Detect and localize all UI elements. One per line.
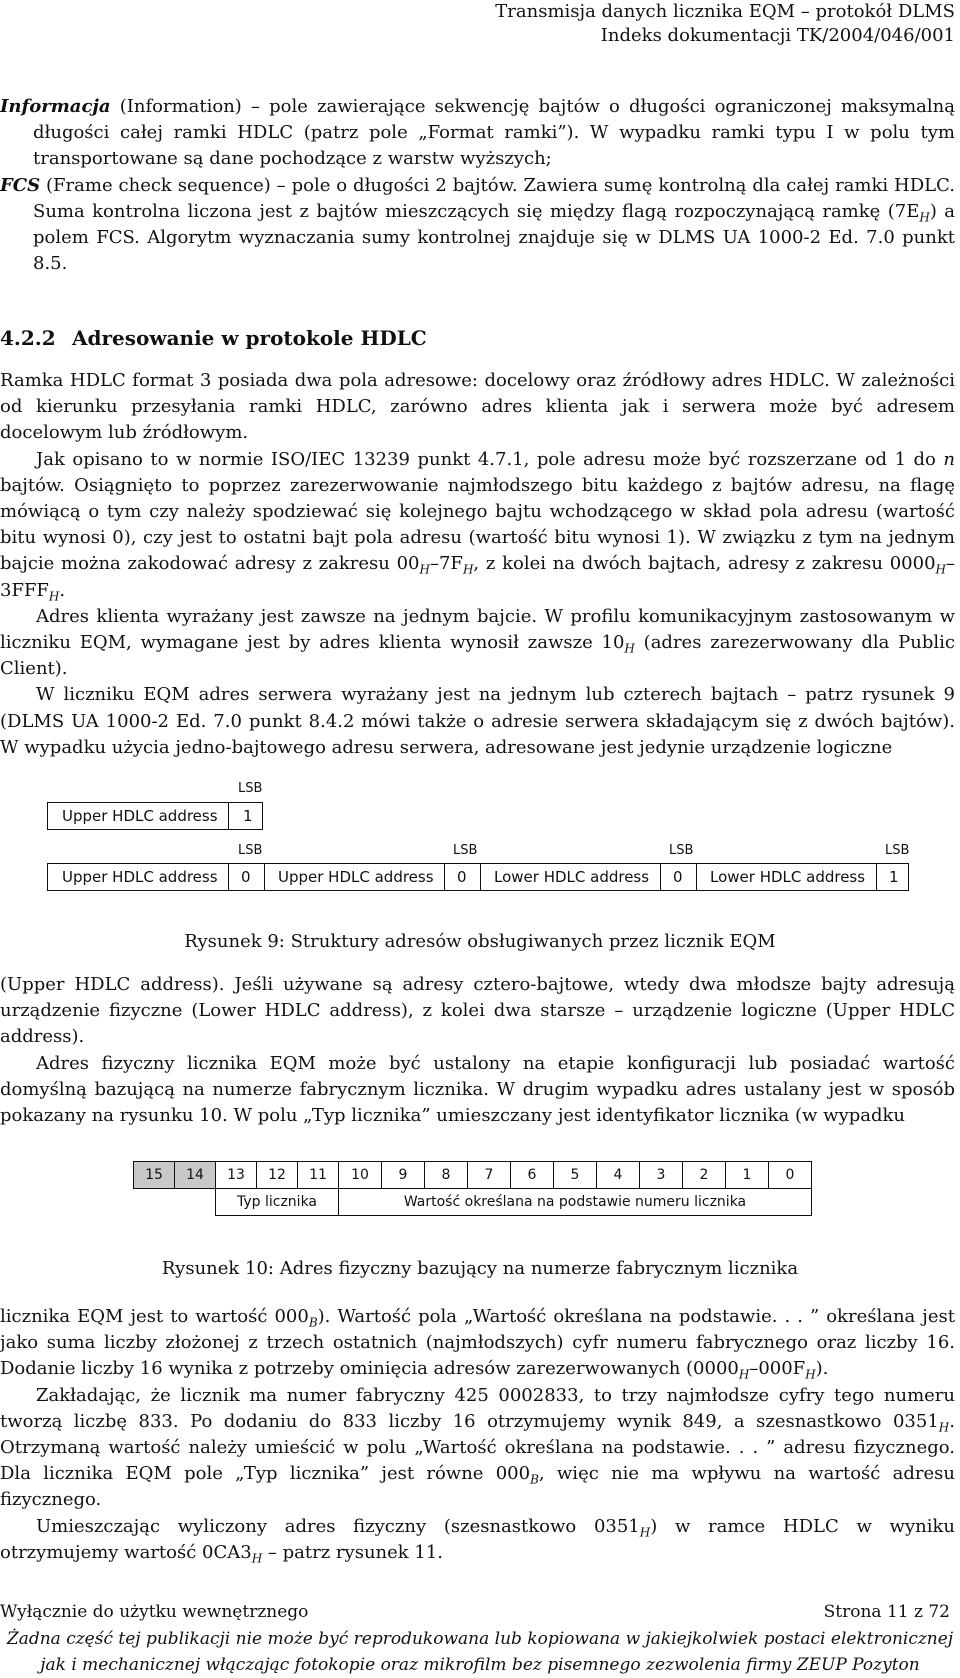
term-fcs: FCS bbox=[0, 174, 41, 196]
section-title: Adresowanie w protokole HDLC bbox=[72, 326, 427, 350]
paragraph: W liczniku EQM adres serwera wyrażany jest na jednym lub czterech bajtach – patrz rysunek 9 (DLMS UA 1000-2 Ed. 7.0 punkt 8.4.2 mówi także o adresie serwera składającym się z dwóch bajtów). W wypadku użycia jedno-bajtowego adresu serwera, adresowane jest jedynie urządzenie logiczne bbox=[0, 684, 955, 758]
paragraph: Jak opisano to w normie ISO/IEC 13239 punkt 4.7.1, pole adresu może być rozszerzane od 1 do n bajtów. Osiągnięto to poprzez zarezerwowanie najmłodszego bitu każdego z bajtów adresu, na flagę mówiącą o tym czy należy spodziewać się kolejnego bajtu wchodzącego w skład pola adresu (wartość bitu wynosi 0), czy jest to ostatni bajt pola adresu (wartość bitu wynosi 1). W związku z tym na jednym bajcie można zakodować adresy z zakresu $00_H-7F_H$, z kolei na dwóch bajtach, adresy z zakresu $0000_H-3FFF_H$. bbox=[0, 448, 955, 604]
section-heading bbox=[0, 326, 427, 350]
bit-cell: 6 bbox=[511, 1162, 554, 1189]
lsb-label: LSB bbox=[238, 781, 263, 796]
bit-cell: 5 bbox=[554, 1162, 597, 1189]
field-row bbox=[134, 1189, 812, 1216]
footer-page-number: Strona 11 z 72 bbox=[823, 1602, 950, 1622]
figure-9-caption: Rysunek 9: Struktury adresów obsługiwanych przez licznik EQM bbox=[184, 931, 776, 952]
footer-copyright: Żadna część tej publikacji nie może być reprodukowana lub kopiowana w jakiejkolwiek postaci elektronicznej jak i mechanicznej włączając fotokopie oraz mikrofilm bez pisemnego zezwolenia firmy ZEUP Pozyton bbox=[6, 1629, 954, 1675]
running-header bbox=[495, 0, 955, 48]
lsb-label: LSB bbox=[885, 843, 910, 858]
upper-hdlc-address-label: Upper HDLC address bbox=[62, 807, 218, 825]
wartosc-field: Wartość określana na podstawie numeru licznika bbox=[339, 1189, 812, 1216]
footer-internal-use: Wyłącznie do użytku wewnętrznego bbox=[0, 1602, 309, 1622]
definition-information: Informacja (Information) – pole zawierające sekwencję bajtów o długości ograniczonej maksymalną długości całej ramki HDLC (patrz pole „Format ramki”). W wypadku ramki typu I w polu tym transportowane są dane pochodzące z warstw wyższych; bbox=[0, 96, 955, 170]
paragraph: Zakładając, że licznik ma numer fabryczny 425 0002833, to trzy najmłodsze cyfry tego numeru tworzą liczbę 833. Po dodaniu do 833 liczby 16 otrzymujemy wynik 849, a szesnastkowo $0351_H$. Otrzymaną wartość należy umieścić w polu „Wartość określana na podstawie. . . ” adresu fizycznego. Dla licznika EQM pole „Typ licznika” jest równe $000_B$, więc nie ma wpływu na wartość adresu fizycznego. bbox=[0, 1384, 955, 1511]
paragraph: Umieszczając wyliczony adres fizyczny (szesnastkowo $0351_H$) w ramce HDLC w wyniku otrzymujemy wartość $0CA3_H$ – patrz rysunek 11. bbox=[0, 1515, 955, 1566]
four-byte-address-frame bbox=[47, 863, 909, 891]
bit-cell: 12 bbox=[257, 1162, 298, 1189]
upper-hdlc-address-label: Upper HDLC address bbox=[278, 868, 434, 886]
bit-cell: 15 bbox=[134, 1162, 175, 1189]
paragraph: Ramka HDLC format 3 posiada dwa pola adresowe: docelowy oraz źródłowy adres HDLC. W zależności od kierunku przesyłania ramki HDLC, zarówno adres klienta jak i serwera może być adresem docelowym lub źródłowym. bbox=[0, 370, 955, 444]
bit-number-row bbox=[134, 1162, 812, 1189]
typ-licznika-field: Typ licznika bbox=[216, 1189, 339, 1216]
bit-cell: 7 bbox=[468, 1162, 511, 1189]
bit-cell: 2 bbox=[683, 1162, 726, 1189]
header-index: Indeks dokumentacji TK/2004/046/001 bbox=[600, 25, 955, 46]
bit-cell: 1 bbox=[726, 1162, 769, 1189]
lsb-bit-value: 0 bbox=[673, 868, 683, 886]
paragraph: licznika EQM jest to wartość $000_B$). Wartość pola „Wartość określana na podstawie. . . ” określana jest jako suma liczby złożonej z trzech ostatnich (najmłodszych) cyfr numeru fabrycznego oraz liczby 16. Dodanie liczby 16 wynika z potrzeby ominięcia adresów zarezerwowanych $(0000_H-000F_H)$. bbox=[0, 1306, 956, 1382]
section-number: 4.2.2 bbox=[0, 326, 56, 350]
figure-10-bit-table bbox=[133, 1161, 812, 1216]
lsb-bit-value: 1 bbox=[889, 868, 899, 886]
bit-cell: 10 bbox=[339, 1162, 382, 1189]
lsb-label: LSB bbox=[453, 843, 478, 858]
lower-hdlc-address-label: Lower HDLC address bbox=[710, 868, 866, 886]
bit-cell: 3 bbox=[640, 1162, 683, 1189]
paragraph: Adres fizyczny licznika EQM może być ustalony na etapie konfiguracji lub posiadać wartość domyślną bazującą na numerze fabrycznym licznika. W drugim wypadku adres ustalany jest w sposób pokazany na rysunku 10. W polu „Typ licznika” umieszczany jest identyfikator licznika (w wypadku bbox=[0, 1052, 955, 1127]
lsb-bit-value: 0 bbox=[457, 868, 467, 886]
term-information: Informacja bbox=[0, 96, 111, 117]
definition-fcs: FCS (Frame check sequence) – pole o długości 2 bajtów. Zawiera sumę kontrolną dla całej ramki HDLC. Suma kontrolna liczona jest z bajtów mieszczących się między flagą rozpoczynającą ramkę $(7E_H)$ a polem FCS. Algorytm wyznaczania sumy kontrolnej znajduje się w DLMS UA 1000-2 Ed. 7.0 punkt 8.5. bbox=[0, 174, 956, 275]
header-title: Transmisja danych licznika EQM – protokół DLMS bbox=[495, 1, 955, 22]
lsb-bit-value: 0 bbox=[241, 868, 251, 886]
figure-10-caption: Rysunek 10: Adres fizyczny bazujący na numerze fabrycznym licznika bbox=[161, 1258, 799, 1279]
one-byte-address-frame bbox=[47, 802, 263, 830]
bit-cell: 0 bbox=[769, 1162, 812, 1189]
footer bbox=[0, 1602, 960, 1622]
section-body-1 bbox=[0, 368, 955, 761]
lsb-bit-value: 1 bbox=[243, 807, 253, 825]
section-body-3 bbox=[0, 1304, 955, 1566]
paragraph: (Upper HDLC address). Jeśli używane są adresy cztero-bajtowe, wtedy dwa młodsze bajty adresują urządzenie fizyczne (Lower HDLC address), z kolei dwa starsze – urządzenie logiczne (Upper HDLC address). bbox=[0, 974, 955, 1048]
lower-hdlc-address-label: Lower HDLC address bbox=[494, 868, 650, 886]
bit-cell: 8 bbox=[425, 1162, 468, 1189]
bit-cell: 14 bbox=[175, 1162, 216, 1189]
section-body-2 bbox=[0, 972, 955, 1129]
bit-cell: 4 bbox=[597, 1162, 640, 1189]
definition-list bbox=[0, 94, 955, 277]
bit-cell: 13 bbox=[216, 1162, 257, 1189]
paragraph: Adres klienta wyrażany jest zawsze na jednym bajcie. W profilu komunikacyjnym zastosowanym w liczniku EQM, wymagane jest by adres klienta wynosił zawsze $10_H$ (adres zarezerwowany dla Public Client). bbox=[0, 605, 955, 680]
bit-cell: 11 bbox=[298, 1162, 339, 1189]
upper-hdlc-address-label: Upper HDLC address bbox=[62, 868, 218, 886]
lsb-label: LSB bbox=[238, 843, 263, 858]
bit-cell: 9 bbox=[382, 1162, 425, 1189]
lsb-label: LSB bbox=[669, 843, 694, 858]
